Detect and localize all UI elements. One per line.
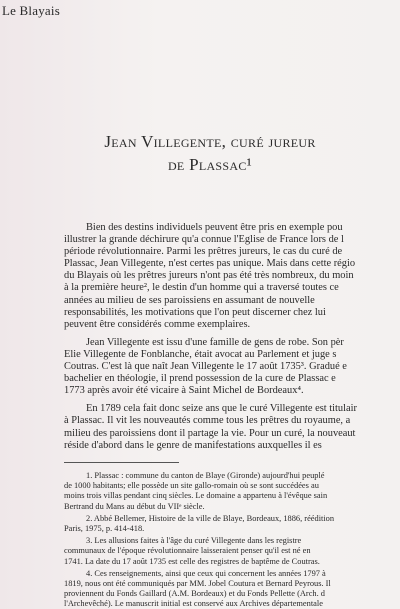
text-line: du Blayais où les prêtres jureurs n'ont pas été très nombreux, du moin bbox=[64, 270, 354, 282]
footnote-line: de 1000 habitants; elle possède un site gallo-romain où se sont succédées au bbox=[64, 481, 319, 491]
footnote-line: 3. Les allusions faites à l'âge du curé Villegente dans les registre bbox=[86, 536, 302, 546]
footnote-line: l'Archevêché). Le manuscrit initial est conservé aux Archives départementale bbox=[64, 599, 323, 609]
text-line: Plassac, Jean Villegente, n'est certes pas unique. Mais dans cette régio bbox=[64, 258, 356, 270]
paragraph-2 bbox=[64, 337, 400, 397]
footnote-3 bbox=[64, 536, 400, 567]
title-line-1: Jean Villegente, curé jureur bbox=[104, 132, 316, 151]
paragraph-1 bbox=[64, 222, 400, 331]
article-body bbox=[64, 222, 400, 458]
footnote-line: Paris, 1975, p. 414-418. bbox=[64, 524, 145, 534]
footnote-line: 4. Ces renseignements, ainsi que ceux qui concernent les années 1797 à bbox=[86, 568, 326, 578]
text-line: responsabilités, les motivations que l'on peut discerner chez lui bbox=[64, 306, 326, 318]
footnote-line: 1. Plassac : commune du canton de Blaye (Gironde) aujourd'hui peuplé bbox=[86, 471, 325, 480]
footnote-line: proviennent du Fonds Gaillard (A.M. Bordeaux) et du Fonds Pellette (Arch. d bbox=[64, 589, 325, 599]
footnotes bbox=[64, 471, 400, 609]
paragraph-3 bbox=[64, 403, 400, 451]
footnote-line: Bertrand du Mans au début du VIIᵉ siècle. bbox=[64, 501, 205, 511]
text-line: années au milieu de ses paroissiens en assumant de nouvelle bbox=[64, 294, 315, 306]
article-title bbox=[0, 130, 400, 176]
footnote-line: 1819, nous ont été communiqués par MM. Jobel Coutura et Bernard Peyrous. Il bbox=[64, 579, 331, 589]
title-line-2: de Plassac¹ bbox=[167, 155, 253, 174]
text-line: Jean Villegente est issu d'une famille de gens de robe. Son pèr bbox=[86, 336, 344, 348]
text-line: à Plassac. Il vit les nouveautés comme tous les prêtres du royaume, a bbox=[64, 415, 351, 427]
corner-note: Le Blayais bbox=[2, 3, 60, 18]
text-line: Bien des destins individuels peuvent être pris en exemple pou bbox=[86, 222, 343, 233]
text-line: Coutras. C'est là que naît Jean Villegente le 17 août 1735³. Gradué e bbox=[64, 361, 347, 373]
text-line: à la première heure², le destin d'un homme qui a traversé toutes ce bbox=[64, 282, 339, 294]
text-line: peuvent être considérés comme exemplaires. bbox=[64, 318, 251, 330]
footnote-divider bbox=[64, 462, 179, 463]
text-line: 1773 après avoir été vicaire à Saint Michel de Bordeaux⁴. bbox=[64, 385, 304, 397]
footnote-2 bbox=[64, 514, 400, 534]
text-line: bachelier en théologie, il prend possession de la cure de Plassac e bbox=[64, 373, 336, 385]
text-line: période révolutionnaire. Parmi les prêtres jureurs, le cas du curé de bbox=[64, 246, 343, 258]
footnote-line: 2. Abbé Bellemer, Histoire de la ville de Blaye, Bordeaux, 1886, réédition bbox=[86, 513, 335, 523]
footnote-line: 1741. La date du 17 août 1735 est celle des registres de baptême de Coutras. bbox=[64, 556, 320, 566]
text-line: milieu des paroissiens dont il partage la vie. Pour un curé, la nouveaut bbox=[64, 427, 356, 439]
text-line: réside d'abord dans le genre de manifestations auxquelles il es bbox=[64, 439, 322, 451]
text-line: En 1789 cela fait donc seize ans que le curé Villegente est titulair bbox=[86, 403, 357, 415]
footnote-4 bbox=[64, 569, 400, 609]
footnote-line: communaux de l'époque révolutionnaire laisseraient penser qu'il est né en bbox=[64, 546, 311, 556]
footnote-line: moins trois villas pendant cinq siècles. Le domaine a appartenu à l'évêque sain bbox=[64, 491, 328, 501]
text-line: Elie Villegente de Fonblanche, était avocat au Parlement et juge s bbox=[64, 348, 337, 360]
text-line: illustrer la grande déchirure qu'a connue l'Eglise de France lors de l bbox=[64, 234, 344, 246]
footnote-1 bbox=[64, 471, 400, 512]
